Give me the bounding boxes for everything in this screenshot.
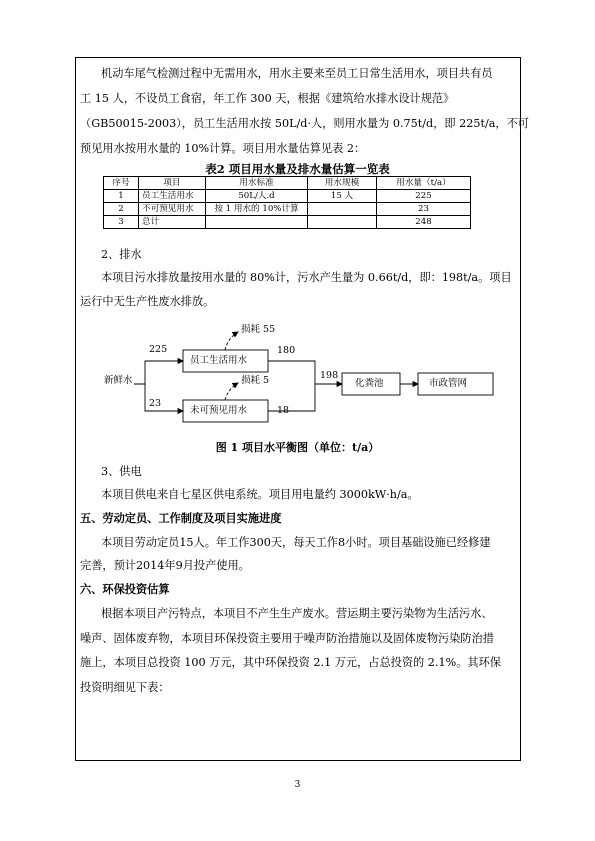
value-in-225: 225 — [149, 344, 168, 355]
table-cell: 2 — [104, 203, 139, 216]
para-env-line-4: 投资明细见下表： — [80, 681, 170, 694]
heading-env-investment: 六、环保投资估算 — [80, 582, 170, 596]
label-municipal-pipe: 市政管网 — [429, 378, 468, 389]
para-water-line-3: （GB50015-2003），员工生活用水按 50L/d·人，则用水量为 0.75t/d，即 225t/a，不可 — [80, 117, 529, 130]
para-power: 本项目供电来自七星区供电系统。项目用电量约 3000kW·h/a。 — [101, 488, 419, 501]
para-env-line-3: 施上，本项目总投资 100 万元，其中环保投资 2.1 万元，占总投资的 2.1%。其环保 — [80, 656, 501, 669]
para-staffing-line-2: 完善，预计2014年9月投产使用。 — [80, 559, 250, 572]
value-out-180: 180 — [277, 345, 296, 356]
value-combined-198: 198 — [320, 370, 339, 381]
para-staffing-line-1: 本项目劳动定员15人。年工作300天，每天工作8小时。项目基础设施已经修建 — [101, 536, 491, 549]
header-cell: 用水标准 — [206, 177, 308, 190]
label-staff-water: 员工生活用水 — [190, 355, 248, 366]
table-cell: 不可预见用水 — [139, 203, 206, 216]
para-env-line-2: 噪声、固体废弃物，本项目环保投资主要用于噪声防治措施以及固体废物污染防治措 — [80, 632, 494, 645]
table-cell: 3 — [104, 216, 139, 229]
heading-staffing-schedule: 五、劳动定员、工作制度及项目实施进度 — [80, 511, 282, 525]
loss-arrow-unforeseen — [225, 383, 238, 400]
flow-out-unforeseen-line — [268, 384, 315, 411]
table-title: 表2 项目用水量及排水量估算一览表 — [205, 162, 390, 176]
figure-caption: 图 1 项目水平衡图（单位：t/a） — [215, 441, 380, 454]
para-env-line-1: 根据本项目产污特点，本项目不产生生产废水。营运期主要污染物为生活污水、 — [101, 607, 493, 620]
value-out-18: 18 — [277, 405, 290, 416]
para-water-line-4: 预见用水按用水量的 10%计算。项目用水量估算见表 2： — [80, 142, 366, 155]
table-cell: 按 1 用水的 10%计算 — [206, 203, 308, 216]
section-drainage-heading: 2、排水 — [101, 248, 142, 261]
label-unforeseen-water: 未可预见用水 — [190, 405, 248, 416]
header-cell: 序号 — [104, 177, 139, 190]
table-cell: 15 人 — [308, 190, 377, 203]
loss-arrow-staff — [225, 332, 238, 350]
label-septic-tank: 化粪池 — [355, 378, 384, 389]
label-fresh-water: 新鲜水 — [104, 375, 133, 386]
value-loss-55: 损耗 55 — [241, 324, 276, 335]
para-water-line-2: 工 15 人，不设员工食宿，年工作 300 天，根据《建筑给水排水设计规范》 — [80, 92, 455, 105]
table-cell: 员工生活用水 — [139, 190, 206, 203]
table-cell: 23 — [377, 203, 471, 216]
value-loss-5: 损耗 5 — [241, 375, 270, 386]
header-cell: 项目 — [139, 177, 206, 190]
para-drainage-line-1: 本项目污水排放量按用水量的 80%计，污水产生量为 0.66t/d，即：198t/a。项目 — [101, 271, 512, 284]
header-cell: 用水量（t/a） — [377, 177, 471, 190]
table-cell: 225 — [377, 190, 471, 203]
flow-in-staff-line — [134, 361, 183, 384]
header-cell: 用水规模 — [308, 177, 377, 190]
para-water-line-1: 机动车尾气检测过程中无需用水，用水主要来至员工日常生活用水，项目共有员 — [101, 67, 493, 80]
value-in-23: 23 — [149, 398, 162, 409]
section-power-heading: 3、供电 — [101, 465, 142, 478]
table-cell: 总计 — [139, 216, 206, 229]
para-drainage-line-2: 运行中无生产性废水排放。 — [80, 295, 215, 308]
table-cell: 50L/人.d — [206, 190, 308, 203]
page-number: 3 — [294, 780, 301, 790]
table-cell: 248 — [377, 216, 471, 229]
table-cell: 1 — [104, 190, 139, 203]
